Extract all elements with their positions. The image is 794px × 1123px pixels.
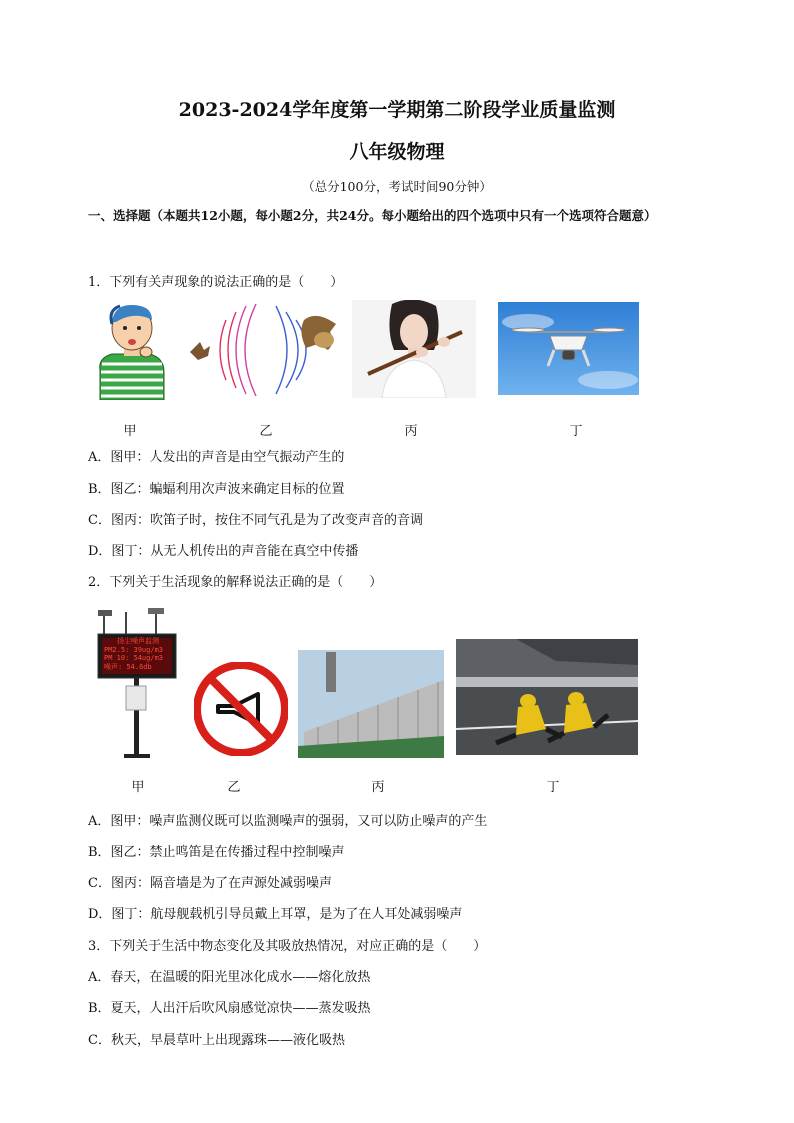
q1-figure-bats bbox=[186, 302, 346, 398]
monitor-line-2: PM2.5: 39ug/m3 bbox=[104, 645, 164, 654]
q2-figure-sound-barrier bbox=[298, 650, 444, 758]
q2-caption-ding: 丁 bbox=[546, 780, 560, 795]
q1-option-d: D．图丁：从无人机传出的声音能在真空中传播 bbox=[88, 544, 359, 559]
q2-caption-yi: 乙 bbox=[227, 780, 241, 795]
q1-option-a: A．图甲：人发出的声音是由空气振动产生的 bbox=[88, 450, 345, 465]
section-heading: 一、选择题（本题共12小题，每小题2分，共24分。每小题给出的四个选项中只有一个选项符合题意） bbox=[88, 208, 657, 223]
q2-figure-no-horn-sign bbox=[194, 662, 288, 756]
q1-option-c: C．图丙：吹笛子时，按住不同气孔是为了改变声音的音调 bbox=[88, 513, 423, 528]
q1-caption-yi: 乙 bbox=[259, 424, 273, 439]
q2-figure-noise-monitor bbox=[96, 608, 178, 760]
monitor-line-3: PM 10: 54ug/m3 bbox=[104, 654, 164, 662]
q1-option-b: B．图乙：蝙蝠利用次声波来确定目标的位置 bbox=[88, 482, 345, 497]
question-1-stem: 1．下列有关声现象的说法正确的是（ ） bbox=[88, 275, 344, 290]
q2-option-b: B．图乙：禁止鸣笛是在传播过程中控制噪声 bbox=[88, 845, 345, 860]
q1-figure-flute-player bbox=[352, 300, 476, 398]
q2-caption-jia: 甲 bbox=[131, 780, 145, 795]
q1-caption-ding: 丁 bbox=[569, 424, 583, 439]
q3-option-c: C．秋天，早晨草叶上出现露珠——液化吸热 bbox=[88, 1033, 345, 1048]
monitor-line-4: 噪声: 54.6db bbox=[104, 662, 152, 671]
q1-caption-bing: 丙 bbox=[404, 424, 418, 439]
exam-subject: 八年级物理 bbox=[349, 141, 445, 163]
q1-figure-boy bbox=[92, 300, 172, 400]
q2-figure-carrier-crew bbox=[456, 639, 638, 755]
question-2-stem: 2．下列关于生活现象的解释说法正确的是（ ） bbox=[88, 575, 383, 590]
q3-option-b: B．夏天，人出汗后吹风扇感觉凉快——蒸发吸热 bbox=[88, 1001, 371, 1016]
q2-option-c: C．图丙：隔音墙是为了在声源处减弱噪声 bbox=[88, 876, 332, 891]
q1-caption-jia: 甲 bbox=[123, 424, 137, 439]
q2-option-d: D．图丁：航母舰载机引导员戴上耳罩，是为了在人耳处减弱噪声 bbox=[88, 907, 463, 922]
q1-figure-drone bbox=[498, 302, 639, 395]
q2-caption-bing: 丙 bbox=[371, 780, 385, 795]
q2-option-a: A．图甲：噪声监测仪既可以监测噪声的强弱，又可以防止噪声的产生 bbox=[88, 814, 488, 829]
question-3-stem: 3．下列关于生活中物态变化及其吸放热情况，对应正确的是（ ） bbox=[88, 939, 487, 954]
exam-note: （总分100分，考试时间90分钟） bbox=[302, 179, 492, 194]
exam-title: 2023-2024学年度第一学期第二阶段学业质量监测 bbox=[178, 99, 616, 121]
q2-monitor-display bbox=[104, 637, 172, 671]
q3-option-a: A．春天，在温暖的阳光里冰化成水——熔化放热 bbox=[88, 970, 371, 985]
monitor-line-1: 扬尘噪声监测 bbox=[117, 637, 159, 645]
